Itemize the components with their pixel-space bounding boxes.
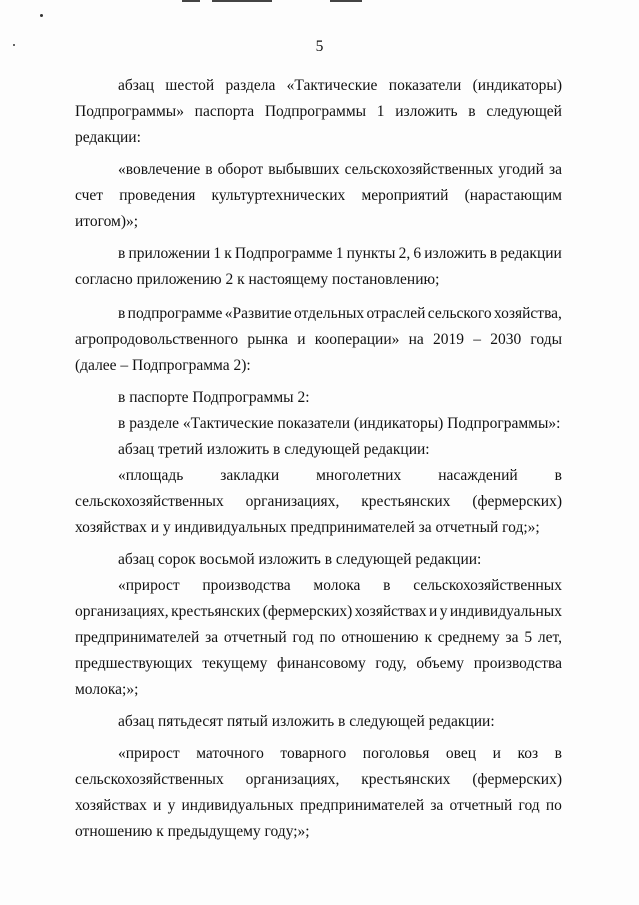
text-line: хозяйствах и у индивидуальных предпринимателей за отчетный год;»; xyxy=(75,519,540,536)
text-line: сельскохозяйственных организациях, крестьянских (фермерских) xyxy=(75,771,562,788)
text-line: в подпрограмме «Развитие отдельных отраслей сельского хозяйства, xyxy=(118,305,562,322)
scan-artifact-mark xyxy=(212,0,272,2)
text-line: предпринимателей за отчетный год по отношению к среднему за 5 лет, xyxy=(75,629,562,646)
paragraph xyxy=(75,741,562,845)
text-line: итогом)»; xyxy=(75,213,139,230)
text-line: абзац шестой раздела «Тактические показатели (индикаторы) xyxy=(118,77,562,94)
text-line: «площадь закладки многолетних насаждений в xyxy=(118,467,562,484)
paragraph xyxy=(75,547,562,573)
paragraph xyxy=(75,157,562,235)
text-line: согласно приложению 2 к настоящему постановлению; xyxy=(75,271,440,288)
text-line: редакции: xyxy=(75,129,141,146)
text-line: отношению к предыдущему году;»; xyxy=(75,823,310,840)
text-line: сельскохозяйственных организациях, крестьянских (фермерских) xyxy=(75,493,562,510)
paragraph xyxy=(75,463,562,541)
text-line: организациях, крестьянских (фермерских) хозяйствах и у индивидуальных xyxy=(75,603,562,620)
paragraph xyxy=(75,301,562,379)
text-line: в разделе «Тактические показатели (индикаторы) Подпрограммы»: xyxy=(118,415,561,432)
scan-artifact-mark xyxy=(182,0,200,2)
scan-artifact-mark xyxy=(330,0,362,2)
text-line: молока;»; xyxy=(75,681,139,698)
page-number: 5 xyxy=(315,38,324,55)
paragraph xyxy=(75,385,562,411)
paragraph xyxy=(75,73,562,151)
paragraph xyxy=(75,709,562,735)
document-body xyxy=(75,73,562,845)
text-line: в приложении 1 к Подпрограмме 1 пункты 2, 6 изложить в редакции xyxy=(118,245,562,262)
text-line: в паспорте Подпрограммы 2: xyxy=(118,389,310,406)
text-line: абзац сорок восьмой изложить в следующей редакции: xyxy=(118,551,482,568)
text-line: абзац пятьдесят пятый изложить в следующей редакции: xyxy=(118,713,495,730)
text-line: предшествующих текущему финансовому году, объему производства xyxy=(75,655,562,672)
text-line: (далее – Подпрограмма 2): xyxy=(75,357,251,374)
paragraph xyxy=(75,573,562,703)
text-line: «прирост производства молока в сельскохозяйственных xyxy=(118,577,562,594)
text-line: хозяйствах и у индивидуальных предпринимателей за отчетный год по xyxy=(75,797,562,814)
paragraph xyxy=(75,411,562,437)
text-line: «прирост маточного товарного поголовья овец и коз в xyxy=(118,745,562,762)
text-line: абзац третий изложить в следующей редакции: xyxy=(118,441,430,458)
text-line: счет проведения культуртехнических мероприятий (нарастающим xyxy=(75,187,562,204)
scan-speck xyxy=(40,14,43,17)
text-line: агропродовольственного рынка и кооперации» на 2019 – 2030 годы xyxy=(75,331,562,348)
paragraph xyxy=(75,437,562,463)
text-line: «вовлечение в оборот выбывших сельскохозяйственных угодий за xyxy=(118,161,562,178)
text-line: Подпрограммы» паспорта Подпрограммы 1 изложить в следующей xyxy=(75,103,562,120)
paragraph xyxy=(75,241,562,293)
